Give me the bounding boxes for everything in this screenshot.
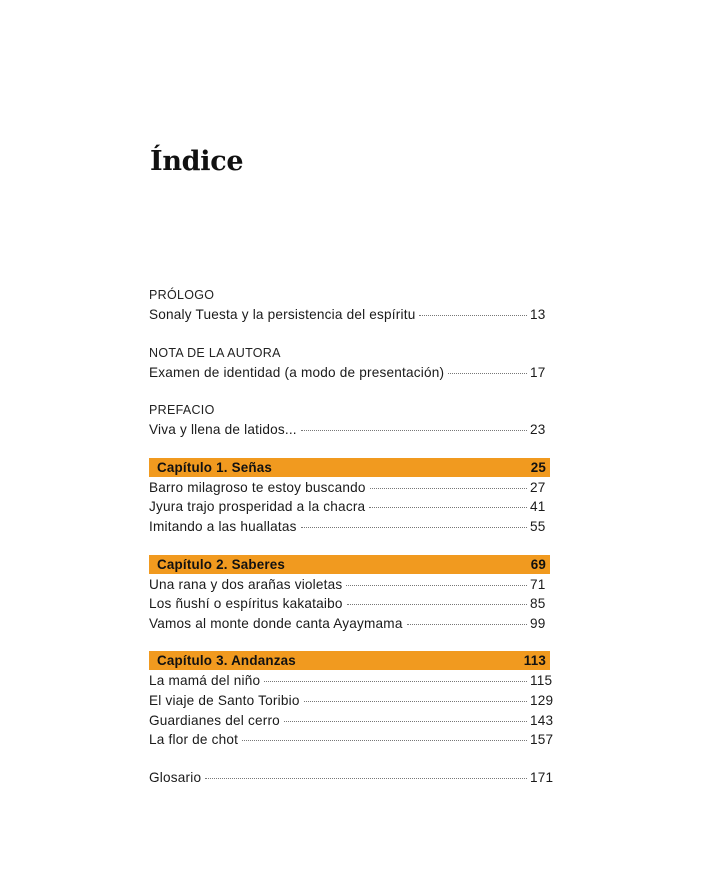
toc-entry-title: Jyura trajo prosperidad a la chacra	[149, 499, 366, 515]
toc-entry-page: 99	[530, 615, 546, 631]
toc-entry[interactable]	[149, 691, 554, 711]
section-label-prefacio: PREFACIO	[149, 403, 215, 418]
toc-entry-title: Una rana y dos arañas violetas	[149, 576, 343, 592]
dot-leader	[407, 624, 527, 625]
chapter-header[interactable]	[149, 651, 550, 670]
toc-entry-page: 55	[530, 518, 546, 534]
dot-leader	[304, 701, 527, 702]
chapter-title: Capítulo 1. Señas	[157, 459, 273, 475]
chapter-title: Capítulo 2. Saberes	[157, 556, 286, 572]
toc-entry-title: La flor de chot	[149, 732, 239, 748]
toc-entry-page: 27	[530, 479, 546, 495]
toc-entry-title: Barro milagroso te estoy buscando	[149, 479, 366, 495]
section-label-prologo: PRÓLOGO	[149, 288, 215, 302]
dot-leader	[242, 740, 527, 741]
toc-entry-page: 23	[530, 422, 546, 438]
toc-entry-title: Examen de identidad (a modo de presentación)	[149, 364, 445, 380]
dot-leader	[284, 721, 527, 722]
toc-entry[interactable]	[149, 497, 550, 517]
toc-entry[interactable]	[149, 730, 554, 750]
chapter-page: 25	[530, 459, 546, 475]
toc-entry[interactable]	[149, 671, 553, 691]
toc-entry-page: 17	[530, 364, 546, 380]
toc-entry[interactable]	[149, 575, 550, 595]
toc-entry[interactable]	[149, 711, 554, 731]
toc-entry-page: 129	[530, 692, 554, 708]
toc-entry-title: Los ñushí o espíritus kakataibo	[149, 596, 343, 612]
toc-entry-page: 41	[530, 499, 546, 515]
toc-entry-page: 157	[530, 732, 554, 748]
toc-entry-title: Viva y llena de latidos...	[149, 422, 297, 438]
toc-entry[interactable]	[149, 478, 550, 498]
toc-entry[interactable]	[149, 517, 550, 537]
dot-leader	[205, 778, 527, 779]
toc-entry[interactable]	[149, 420, 550, 440]
toc-entry-title: El viaje de Santo Toribio	[149, 692, 300, 708]
toc-entry-glossary[interactable]	[149, 768, 554, 788]
dot-leader	[301, 430, 527, 431]
toc-entry[interactable]	[149, 363, 550, 383]
toc-entry-page: 85	[530, 596, 546, 612]
toc-entry-title: Guardianes del cerro	[149, 712, 280, 728]
dot-leader	[346, 585, 527, 586]
toc-entry-page: 115	[530, 673, 553, 689]
toc-entry-page: 171	[530, 769, 554, 785]
toc-entry-title: Glosario	[149, 769, 202, 785]
dot-leader	[369, 507, 527, 508]
section-label-nota: NOTA DE LA AUTORA	[149, 345, 281, 360]
toc-entry-title: La mamá del niño	[149, 673, 261, 689]
chapter-page: 69	[530, 556, 546, 572]
dot-leader	[370, 488, 527, 489]
chapter-header[interactable]	[149, 555, 550, 574]
toc-entry[interactable]	[149, 594, 550, 614]
toc-entry-title: Sonaly Tuesta y la persistencia del espíritu	[149, 307, 416, 322]
table-of-contents	[149, 286, 554, 787]
dot-leader	[448, 373, 527, 374]
dot-leader	[301, 527, 527, 528]
dot-leader	[264, 681, 527, 682]
chapter-title: Capítulo 3. Andanzas	[157, 653, 296, 669]
toc-entry-title: Vamos al monte donde canta Ayaymama	[149, 615, 403, 631]
toc-entry-page: 143	[530, 712, 554, 728]
toc-entry[interactable]	[149, 614, 550, 634]
dot-leader	[347, 604, 527, 605]
toc-entry-page: 13	[530, 307, 546, 322]
dot-leader	[419, 315, 527, 316]
chapter-header[interactable]	[149, 458, 550, 477]
toc-entry-title: Imitando a las huallatas	[149, 518, 297, 534]
page-title: Índice	[150, 146, 244, 177]
toc-entry-page: 71	[530, 576, 546, 592]
toc-entry[interactable]	[149, 305, 550, 325]
chapter-page: 113	[523, 653, 546, 669]
